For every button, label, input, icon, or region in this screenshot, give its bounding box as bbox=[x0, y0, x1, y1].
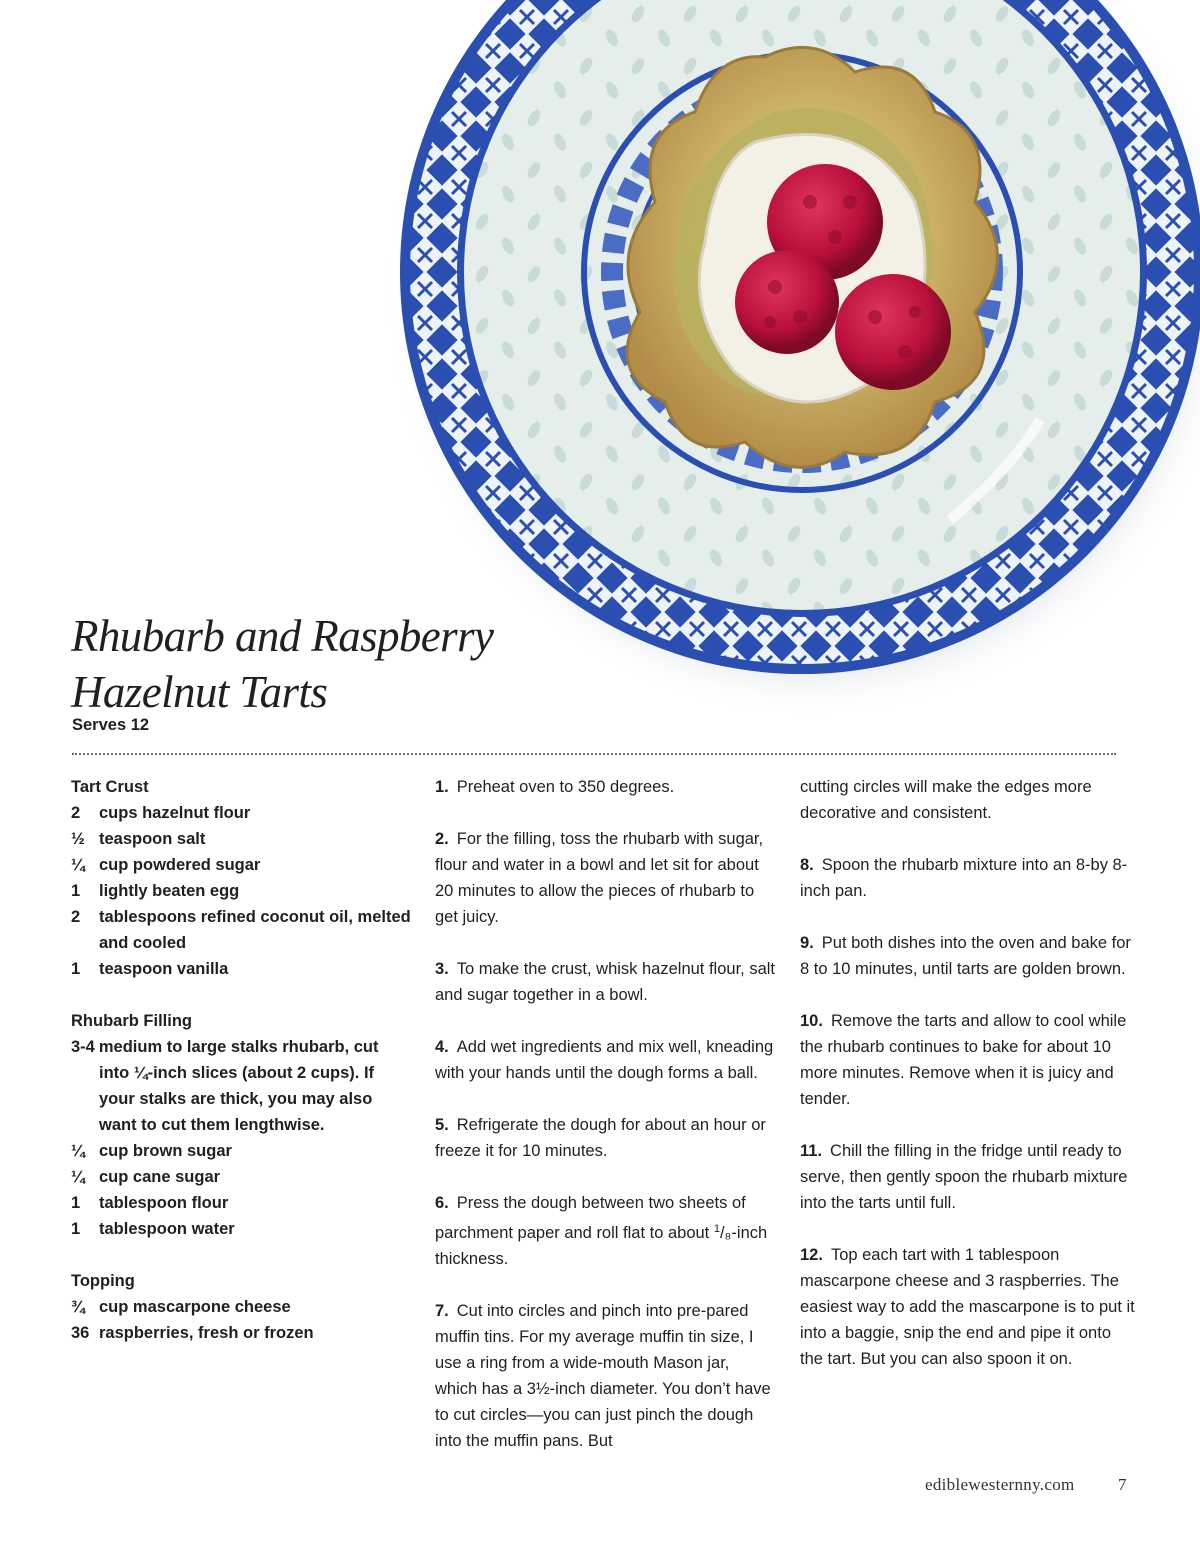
recipe-title-line-1: Rhubarb and Raspberry bbox=[71, 611, 494, 661]
step bbox=[800, 1242, 1135, 1372]
topping-ingredients bbox=[71, 1268, 411, 1346]
ingredient-item bbox=[71, 1138, 411, 1164]
step-text-end: -inch thickness. bbox=[435, 1224, 768, 1268]
ingredient-text: lightly beaten egg bbox=[99, 882, 240, 900]
ingredient-qty: ¼ bbox=[71, 856, 85, 874]
step bbox=[435, 1190, 775, 1272]
step-text: Press the dough between two sheets of parchment paper and roll flat to about bbox=[435, 1194, 746, 1242]
step-number: 1. bbox=[435, 778, 449, 796]
step-number: 10. bbox=[800, 1012, 823, 1030]
step bbox=[800, 1138, 1135, 1216]
step-number: 5. bbox=[435, 1116, 449, 1134]
step-text: Refrigerate the dough for about an hour or freeze it for 10 minutes. bbox=[435, 1116, 766, 1160]
filling-ingredients bbox=[71, 1008, 411, 1242]
ingredient-text: cups hazelnut flour bbox=[99, 804, 251, 822]
ingredient-text: tablespoon flour bbox=[99, 1194, 229, 1212]
ingredient-qty: 1 bbox=[71, 1194, 81, 1212]
dotted-divider bbox=[72, 753, 1116, 755]
ingredient-qty: 2 bbox=[71, 908, 81, 926]
step-text: Chill the filling in the fridge until ready to serve, then gently spoon the rhubarb mixture into the tarts until full. bbox=[800, 1142, 1128, 1212]
step-number: 8. bbox=[800, 856, 814, 874]
step bbox=[435, 1112, 775, 1164]
ingredient-text: medium to large stalks rhubarb, cut into ¼-inch slices (about 2 cups). If your stalks are thick, you may also want to cut them lengthwise. bbox=[98, 1038, 379, 1134]
fraction-numerator: 1 bbox=[713, 1223, 720, 1235]
ingredient-item bbox=[71, 800, 411, 826]
ingredient-text: cup cane sugar bbox=[99, 1168, 221, 1186]
ingredient-qty: ½ bbox=[71, 830, 85, 848]
ingredient-item bbox=[71, 1320, 411, 1346]
directions-column-1 bbox=[435, 774, 775, 1480]
ingredient-text: teaspoon vanilla bbox=[99, 960, 229, 978]
step bbox=[800, 1008, 1135, 1112]
ingredient-text: raspberries, fresh or frozen bbox=[99, 1324, 314, 1342]
ingredient-item bbox=[71, 1190, 411, 1216]
ingredient-text: teaspoon salt bbox=[99, 830, 206, 848]
step-number: 6. bbox=[435, 1194, 449, 1212]
directions-column-2 bbox=[800, 774, 1135, 1398]
fraction-denominator: /₈ bbox=[719, 1224, 732, 1242]
ingredient-item bbox=[71, 1294, 411, 1320]
ingredient-item bbox=[71, 956, 411, 982]
ingredient-item bbox=[71, 1216, 411, 1242]
step-text: Add wet ingredients and mix well, kneading with your hands until the dough forms a ball. bbox=[435, 1038, 774, 1082]
step-text: Top each tart with 1 tablespoon mascarpone cheese and 3 raspberries. The easiest way to add the mascarpone is to put it into a baggie, snip the end and pipe it onto the tart. But you can also spoon it on. bbox=[800, 1246, 1135, 1368]
step bbox=[800, 930, 1135, 982]
step bbox=[435, 826, 775, 930]
ingredient-item bbox=[71, 826, 411, 852]
step-number: 4. bbox=[435, 1038, 449, 1056]
ingredient-text: cup powdered sugar bbox=[99, 856, 261, 874]
step bbox=[435, 1034, 775, 1086]
step-text: Preheat oven to 350 degrees. bbox=[456, 778, 675, 796]
step-number: 9. bbox=[800, 934, 814, 952]
ingredient-text: cup brown sugar bbox=[99, 1142, 232, 1160]
ingredient-qty: 1 bbox=[71, 882, 81, 900]
ingredient-qty: ¼ bbox=[71, 1142, 85, 1160]
step-text: Remove the tarts and allow to cool while the rhubarb continues to bake for about 10 more minutes. Remove when it is juicy and tender. bbox=[800, 1012, 1127, 1108]
step-text: To make the crust, whisk hazelnut flour, salt and sugar together in a bowl. bbox=[435, 960, 775, 1004]
ingredient-item bbox=[71, 904, 411, 956]
step-text: Cut into circles and pinch into pre-pared muffin tins. For my average muffin tin size, I use a ring from a wide-mouth Mason jar, which has a 3½-inch diameter. You don’t have to cut circles—you can just pinch the dough into the muffin pans. But bbox=[435, 1302, 771, 1450]
ingredient-item bbox=[71, 1164, 411, 1190]
recipe-title-line-2: Hazelnut Tarts bbox=[71, 667, 328, 717]
step-number: 12. bbox=[800, 1246, 823, 1264]
step-continuation: cutting circles will make the edges more decorative and consistent. bbox=[800, 778, 1092, 822]
ingredient-qty: 1 bbox=[71, 1220, 81, 1238]
step bbox=[800, 852, 1135, 904]
crust-ingredients bbox=[71, 774, 411, 982]
step-number: 11. bbox=[800, 1142, 823, 1160]
ingredients-column bbox=[71, 774, 411, 1372]
ingredient-qty: 1 bbox=[71, 960, 81, 978]
serves-count: Serves 12 bbox=[72, 716, 150, 734]
crust-heading: Tart Crust bbox=[71, 778, 149, 796]
ingredient-qty: ¼ bbox=[71, 1168, 85, 1186]
step bbox=[435, 956, 775, 1008]
filling-heading: Rhubarb Filling bbox=[71, 1012, 192, 1030]
ingredient-text: tablespoon water bbox=[99, 1220, 235, 1238]
step-number: 7. bbox=[435, 1302, 449, 1320]
step-number: 2. bbox=[435, 830, 449, 848]
ingredient-qty: ¾ bbox=[71, 1298, 85, 1316]
ingredient-item bbox=[71, 1034, 411, 1138]
step bbox=[435, 1298, 775, 1454]
ingredient-qty: 3-4 bbox=[71, 1038, 95, 1056]
ingredient-text: tablespoons refined coconut oil, melted and cooled bbox=[99, 908, 411, 952]
page-number: 7 bbox=[1118, 1475, 1127, 1494]
ingredient-qty: 36 bbox=[71, 1324, 90, 1342]
ingredient-item bbox=[71, 852, 411, 878]
step-number: 3. bbox=[435, 960, 449, 978]
ingredient-item bbox=[71, 878, 411, 904]
topping-heading: Topping bbox=[71, 1272, 135, 1290]
ingredient-qty: 2 bbox=[71, 804, 81, 822]
step-text: Put both dishes into the oven and bake for 8 to 10 minutes, until tarts are golden brown. bbox=[800, 934, 1131, 978]
recipe-title bbox=[71, 608, 493, 720]
step-text: Spoon the rhubarb mixture into an 8-by 8-inch pan. bbox=[800, 856, 1128, 900]
step bbox=[435, 774, 775, 800]
step-text: For the filling, toss the rhubarb with sugar, flour and water in a bowl and let sit for about 20 minutes to allow the pieces of rhubarb to get juicy. bbox=[435, 830, 764, 926]
ingredient-text: cup mascarpone cheese bbox=[99, 1298, 291, 1316]
footer-website: ediblewesternny.com bbox=[925, 1475, 1075, 1494]
